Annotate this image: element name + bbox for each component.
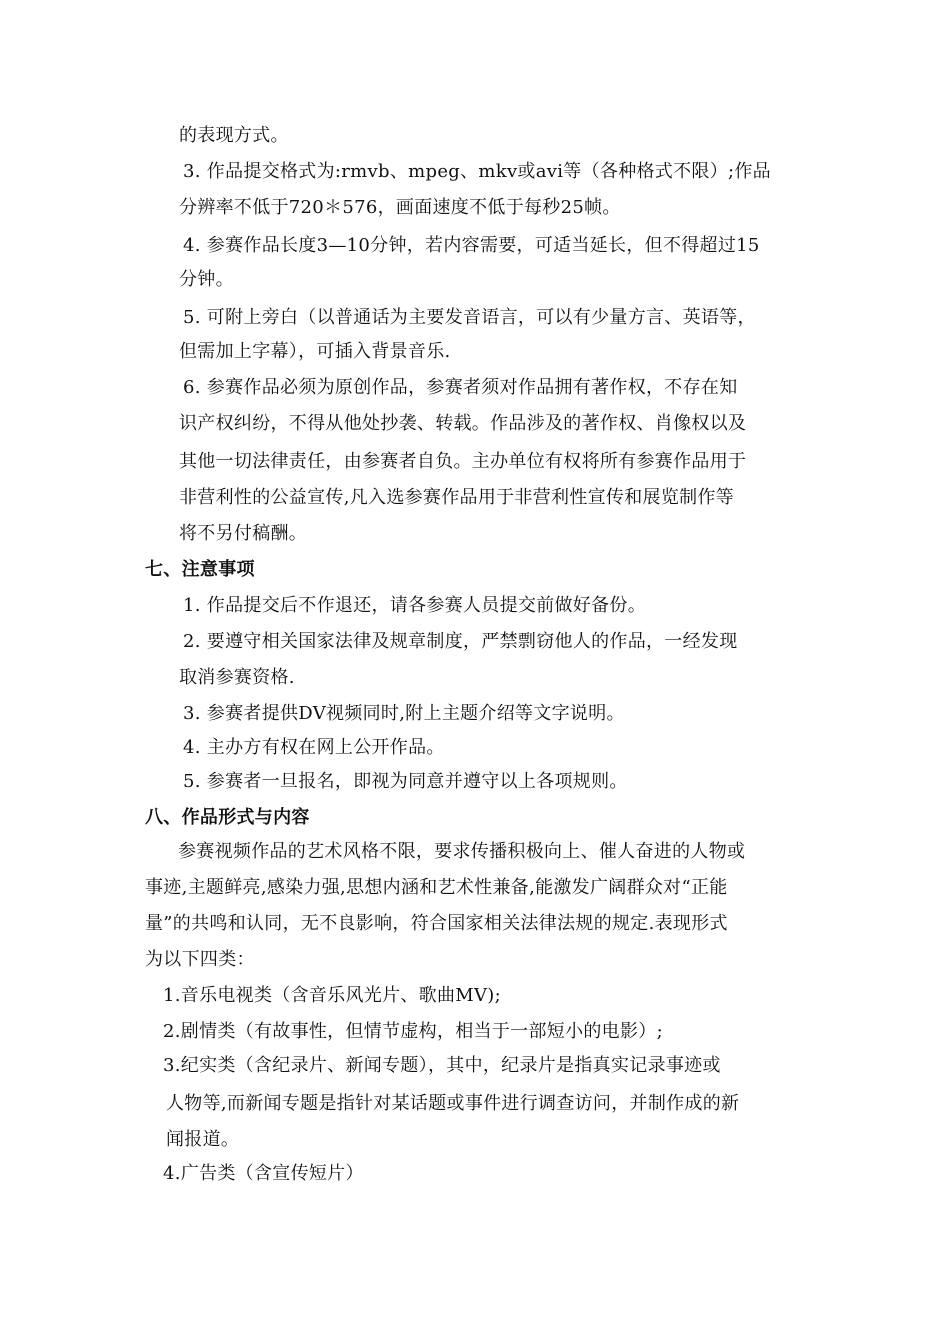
- list-item-line: 5. 可附上旁白（以普通话为主要发音语言，可以有少量方言、英语等，: [183, 307, 756, 328]
- list-item-line: 5. 参赛者一旦报名，即视为同意并遵守以上各项规则。: [183, 771, 628, 792]
- list-item-line: 2.剧情类（有故事性，但情节虚构，相当于一部短小的电影）;: [163, 1021, 663, 1042]
- list-item-line: 人物等,而新闻专题是指针对某话题或事件进行调查访问，并制作成的新: [166, 1093, 740, 1114]
- list-item-line: 4. 主办方有权在网上公开作品。: [183, 737, 445, 758]
- list-item-line: 闻报道。: [166, 1129, 240, 1150]
- list-item-line: 4.广告类（含宣传短片）: [163, 1163, 364, 1184]
- list-item-line: 分辨率不低于720＊576，画面速度不低于每秒25帧。: [179, 197, 621, 218]
- section-heading: 八、作品形式与内容: [145, 807, 310, 828]
- list-item-line: 4. 参赛作品长度3—10分钟，若内容需要，可适当延长，但不得超过15: [183, 235, 760, 256]
- list-item-line: 6. 参赛作品必须为原创作品，参赛者须对作品拥有著作权，不存在知: [183, 377, 738, 398]
- paragraph-line: 的表现方式。: [179, 125, 289, 146]
- paragraph-line: 为以下四类：: [145, 949, 255, 970]
- list-item-line: 分钟。: [179, 269, 234, 290]
- list-item-line: 但需加上字幕），可插入背景音乐.: [179, 341, 451, 362]
- paragraph-line: 参赛视频作品的艺术风格不限，要求传播积极向上、催人奋进的人物或: [178, 841, 746, 862]
- list-item-line: 非营利性的公益宣传,凡入选参赛作品用于非营利性宣传和展览制作等: [179, 487, 735, 508]
- paragraph-line: 事迹,主题鲜亮,感染力强,思想内涵和艺术性兼备,能激发广阔群众对“正能: [145, 877, 728, 898]
- list-item-line: 3. 作品提交格式为:rmvb、mpeg、mkv或avi等（各种格式不限）;作品: [183, 161, 771, 182]
- list-item-line: 取消参赛资格.: [179, 667, 295, 688]
- list-item-line: 3.纪实类（含纪录片、新闻专题），其中，纪录片是指真实记录事迹或: [163, 1055, 721, 1076]
- list-item-line: 将不另付稿酬。: [179, 523, 308, 544]
- list-item-line: 2. 要遵守相关国家法律及规章制度，严禁剽窃他人的作品，一经发现: [183, 631, 738, 652]
- section-heading: 七、注意事项: [145, 559, 255, 580]
- list-item-line: 1.音乐电视类（含音乐风光片、歌曲MV);: [163, 985, 501, 1006]
- list-item-line: 1. 作品提交后不作退还，请各参赛人员提交前做好备份。: [183, 595, 646, 616]
- list-item-line: 3. 参赛者提供DV视频同时,附上主题介绍等文字说明。: [183, 703, 625, 724]
- paragraph-line: 量”的共鸣和认同，无不良影响，符合国家相关法律法规的规定.表现形式: [145, 913, 728, 934]
- list-item-line: 其他一切法律责任，由参赛者自负。主办单位有权将所有参赛作品用于: [179, 451, 747, 472]
- list-item-line: 识产权纠纷，不得从他处抄袭、转载。作品涉及的著作权、肖像权以及: [179, 413, 747, 434]
